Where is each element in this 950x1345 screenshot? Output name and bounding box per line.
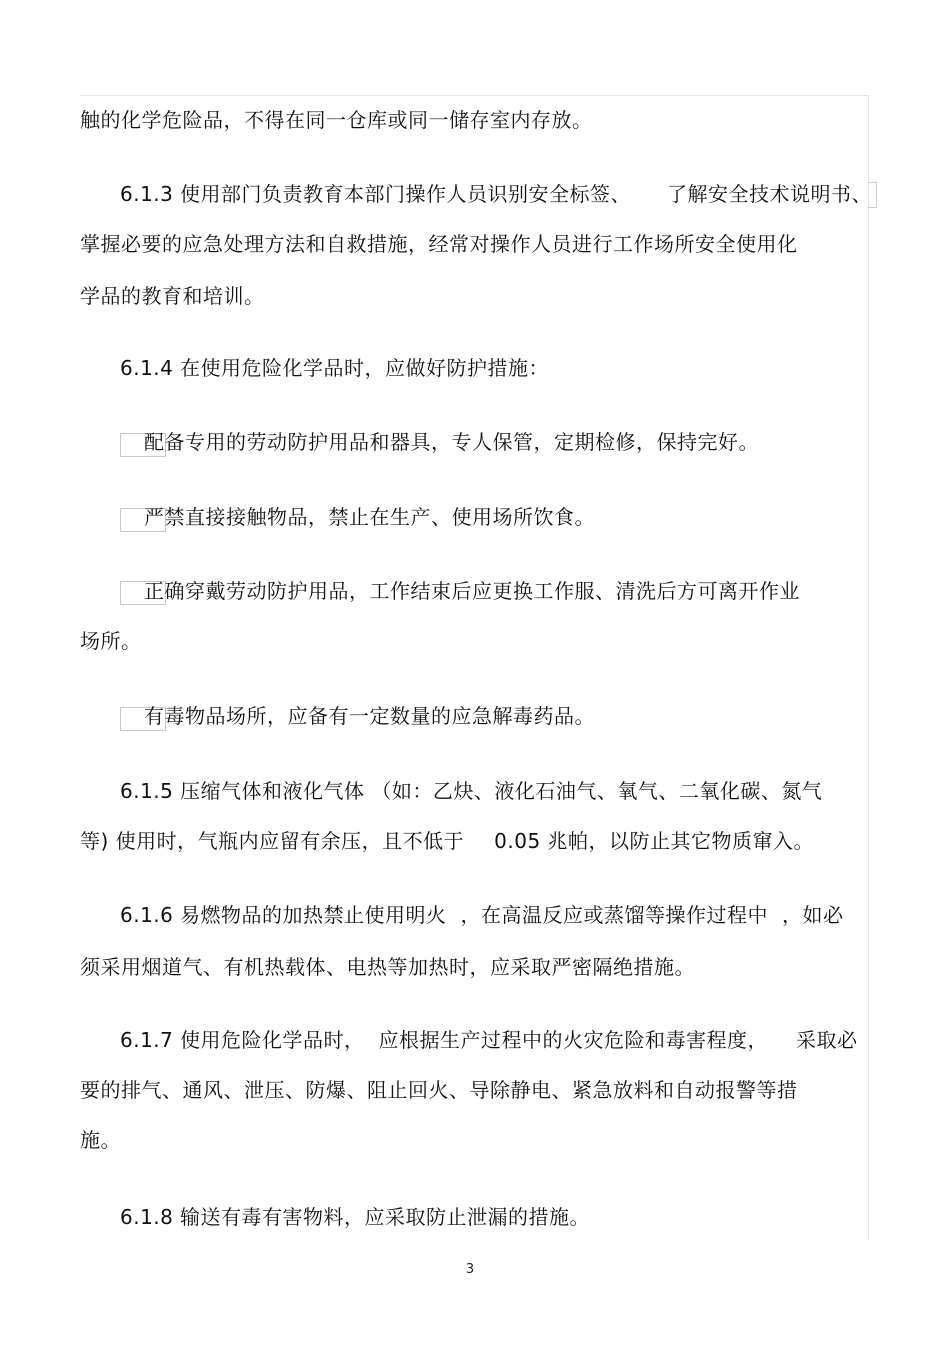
bullet-item-4: 有毒物品场所，应备有一定数量的应急解毒药品。 bbox=[144, 704, 595, 728]
section-text: 0.05 兆帕，以防止其它物质窜入。 bbox=[494, 829, 815, 853]
section-number: 6.1.4 bbox=[120, 356, 174, 380]
section-6-1-3-line-3: 学品的教育和培训。 bbox=[80, 284, 265, 308]
continuation-line: 触的化学危险品，不得在同一仓库或同一储存室内存放。 bbox=[80, 108, 593, 132]
section-number: 6.1.6 bbox=[120, 903, 174, 927]
section-text: 易燃物品的加热禁止使用明火 bbox=[180, 903, 447, 927]
section-text: 使用部门负责教育本部门操作人员识别安全标签、 bbox=[180, 182, 631, 206]
section-6-1-6-line-2: 须采用烟道气、有机热载体、电热等加热时，应采取严密隔绝措施。 bbox=[80, 955, 695, 979]
section-text: 压缩气体和液化气体 （如：乙炔、液化石油气、氧气、二氧化碳、氮气 bbox=[180, 779, 823, 803]
section-number: 6.1.8 bbox=[120, 1205, 174, 1229]
section-6-1-4 bbox=[120, 354, 549, 382]
page-frame-right-border bbox=[868, 95, 869, 1240]
section-text: 应根据生产过程中的火灾危险和毒害程度， bbox=[378, 1028, 768, 1052]
section-6-1-6-line-1 bbox=[120, 901, 844, 929]
bullet-item-3-continuation: 场所。 bbox=[80, 629, 142, 653]
section-text: 使用危险化学品时， bbox=[180, 1028, 365, 1052]
section-text: 采取必 bbox=[796, 1028, 858, 1052]
section-6-1-7-line-2: 要的排气、通风、泄压、防爆、阻止回火、导除静电、紧急放料和自动报警等措 bbox=[80, 1078, 798, 1102]
section-6-1-3-line-1 bbox=[120, 180, 872, 208]
section-6-1-5-line-1 bbox=[120, 777, 822, 805]
section-text: ，在高温反应或蒸馏等操作过程中 bbox=[460, 903, 768, 927]
section-text: 了解安全技术说明书、 bbox=[667, 182, 872, 206]
page-number: 3 bbox=[465, 1262, 475, 1277]
section-text: ，如必 bbox=[782, 903, 844, 927]
section-number: 6.1.7 bbox=[120, 1028, 174, 1052]
bullet-item-2: 严禁直接接触物品，禁止在生产、使用场所饮食。 bbox=[144, 505, 595, 529]
section-number: 6.1.5 bbox=[120, 779, 174, 803]
section-text: 等) 使用时，气瓶内应留有余压，且不低于 bbox=[80, 829, 465, 853]
section-text: 在使用危险化学品时，应做好防护措施： bbox=[180, 356, 549, 380]
bullet-item-3: 正确穿戴劳动防护用品，工作结束后应更换工作服、清洗后方可离开作业 bbox=[144, 579, 800, 603]
section-text: 输送有毒有害物料，应采取防止泄漏的措施。 bbox=[180, 1205, 590, 1229]
page-frame-top-border bbox=[80, 95, 868, 96]
section-6-1-3-line-2: 掌握必要的应急处理方法和自救措施，经常对操作人员进行工作场所安全使用化 bbox=[80, 232, 798, 256]
bullet-item-1: 配备专用的劳动防护用品和器具，专人保管，定期检修，保持完好。 bbox=[144, 430, 759, 454]
section-6-1-7-line-3: 施。 bbox=[80, 1128, 121, 1152]
section-6-1-8 bbox=[120, 1203, 590, 1231]
section-number: 6.1.3 bbox=[120, 182, 174, 206]
section-6-1-7-line-1 bbox=[120, 1026, 858, 1054]
section-6-1-5-line-2 bbox=[80, 827, 814, 855]
